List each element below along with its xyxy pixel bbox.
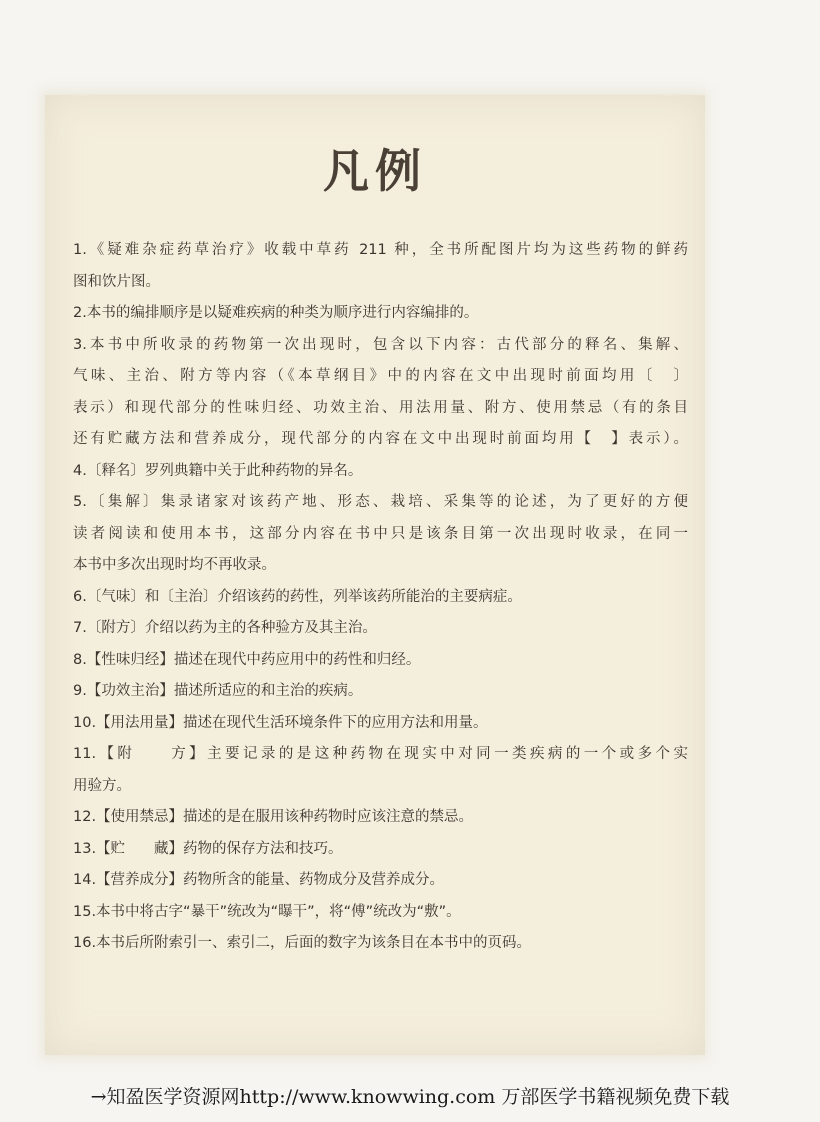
text-line: 8.【性味归经】描述在现代中药应用中的药性和归经。 <box>73 651 421 668</box>
text-line: 16.本书后所附索引一、索引二，后面的数字为该条目在本书中的页码。 <box>73 935 532 951</box>
text-line: 15.本书中将古字“暴干”统改为“曝干”，将“傅”统改为“敷”。 <box>73 903 461 920</box>
text-line: 10.【用法用量】描述在现代生活环境条件下的应用方法和用量。 <box>73 714 488 731</box>
text-line: 13.【贮 藏】药物的保存方法和技巧。 <box>73 840 343 857</box>
text-line: 读者阅读和使用本书，这部分内容在书中只是该条目第一次出现时收录，在同一 <box>73 525 688 542</box>
text-line: 用验方。 <box>73 777 131 794</box>
text-line: 12.【使用禁忌】描述的是在服用该种药物时应该注意的禁忌。 <box>73 809 474 825</box>
text-line: 表示）和现代部分的性味归经、功效主治、用法用量、附方、使用禁忌（有的条目 <box>73 399 688 416</box>
text-line: 4.〔释名〕罗列典籍中关于此种药物的异名。 <box>73 462 363 479</box>
text-line: 1.《疑难杂症药草治疗》收载中草药 211 种，全书所配图片均为这些药物的鲜药 <box>73 242 688 258</box>
text-line: 3.本书中所收录的药物第一次出现时，包含以下内容：古代部分的释名、集解、 <box>73 336 688 353</box>
text-line: 气味、主治、附方等内容（《本草纲目》中的内容在文中出现时前面均用〔 〕 <box>73 368 688 384</box>
text-line: 本书中多次出现时均不再收录。 <box>73 557 276 573</box>
text-line: 6.〔气味〕和〔主治〕介绍该药的药性，列举该药所能治的主要病症。 <box>73 588 522 605</box>
document-page <box>45 95 705 1055</box>
footer-watermark-text: →知盈医学资源网http://www.knowwing.com 万部医学书籍视频免费下载 <box>90 1086 730 1108</box>
text-line: 11.【附 方】主要记录的是这种药物在现实中对同一类疾病的一个或多个实 <box>73 746 688 762</box>
text-line: 还有贮藏方法和营养成分，现代部分的内容在文中出现时前面均用【 】表示）。 <box>73 431 688 447</box>
text-line: 7.〔附方〕介绍以药为主的各种验方及其主治。 <box>73 620 377 636</box>
text-line: 图和饮片图。 <box>73 273 160 290</box>
text-line: 9.【功效主治】描述所适应的和主治的疾病。 <box>73 683 363 699</box>
text-line: 2.本书的编排顺序是以疑难疾病的种类为顺序进行内容编排的。 <box>73 305 479 321</box>
page-title: 凡例 <box>323 144 427 198</box>
text-line: 5.〔集解〕集录诸家对该药产地、形态、栽培、采集等的论述，为了更好的方便 <box>73 494 688 510</box>
guidelines-list <box>73 235 688 960</box>
text-line: 14.【营养成分】药物所含的能量、药物成分及营养成分。 <box>73 872 445 888</box>
